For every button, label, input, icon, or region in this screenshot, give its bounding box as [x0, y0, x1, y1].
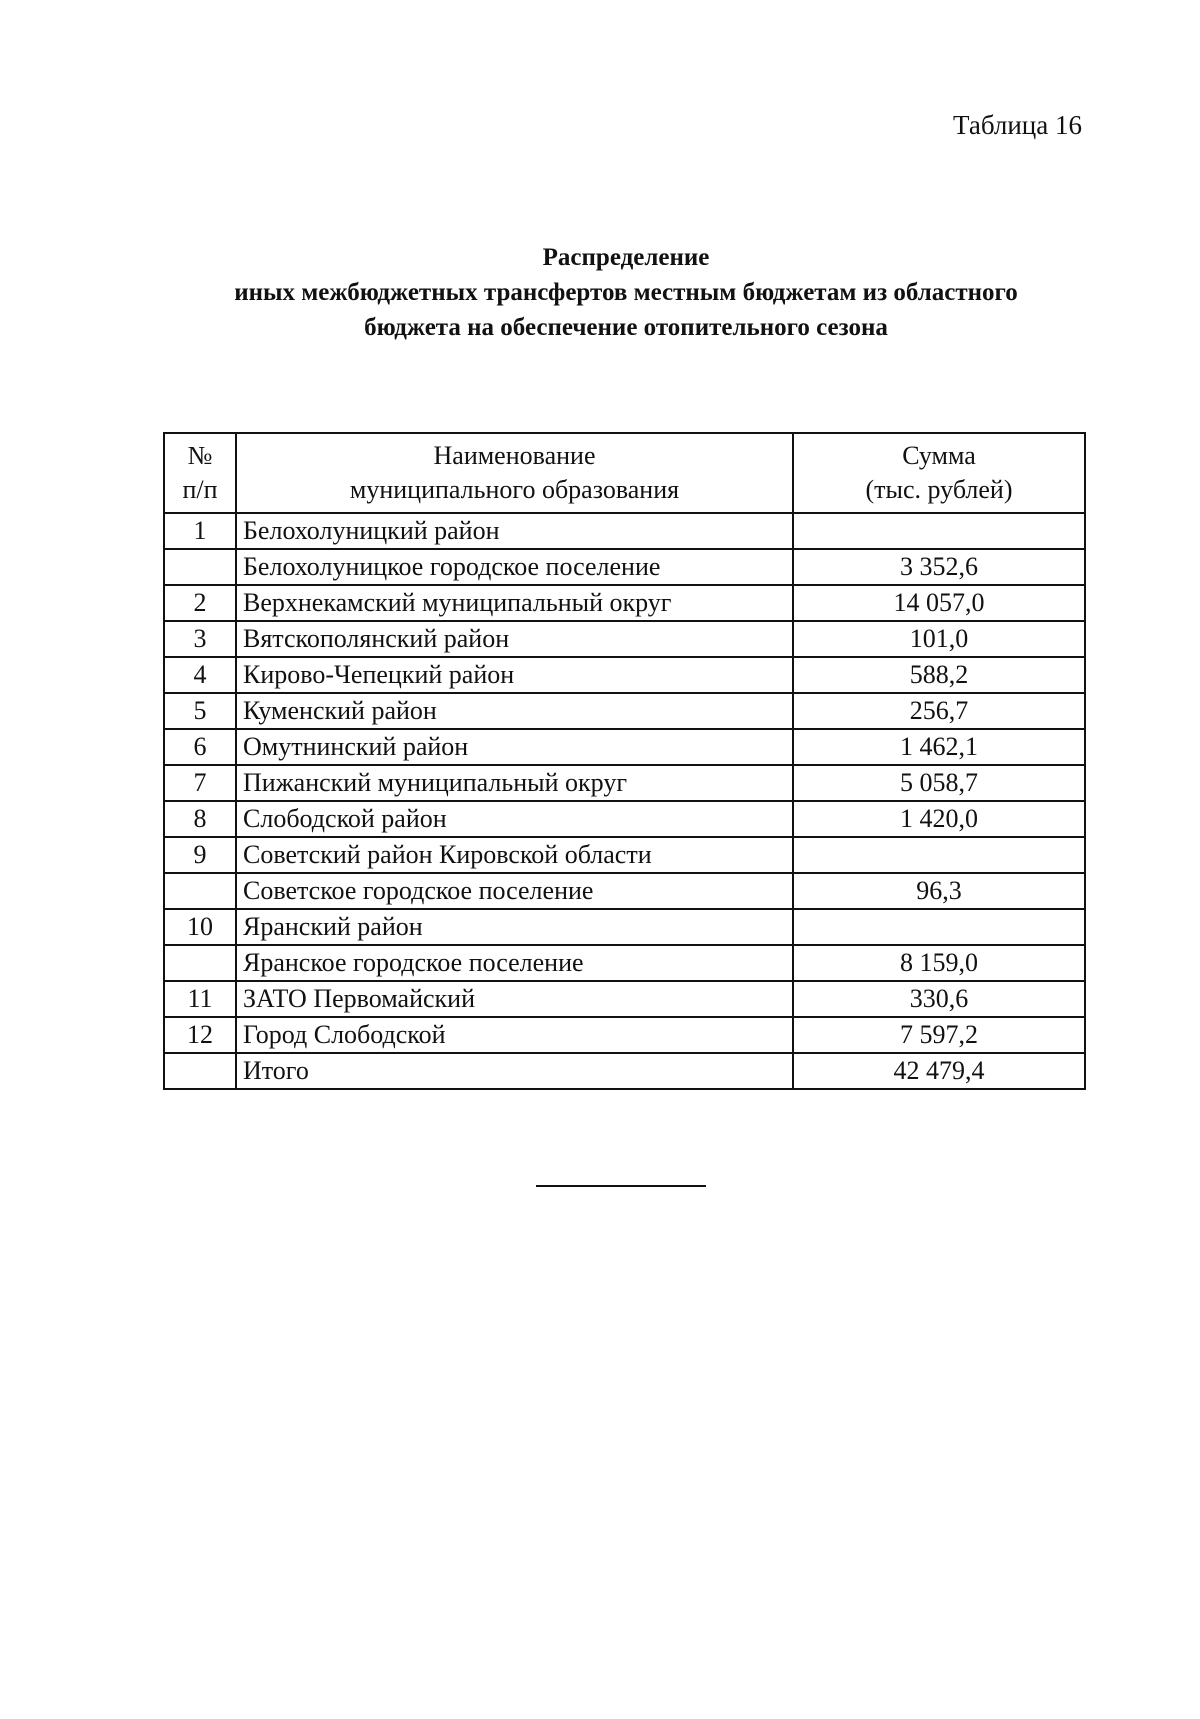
amount: 7 597,2 — [793, 1017, 1085, 1053]
row-number: 2 — [164, 585, 236, 621]
row-number — [164, 945, 236, 981]
amount: 1 462,1 — [793, 729, 1085, 765]
table-number-label: Таблица 16 — [953, 110, 1082, 140]
allocation-table — [163, 432, 1086, 1090]
total-label: Итого — [236, 1053, 793, 1089]
amount: 256,7 — [793, 693, 1085, 729]
municipality-name: Куменский район — [236, 693, 793, 729]
amount: 5 058,7 — [793, 765, 1085, 801]
row-number: 10 — [164, 909, 236, 945]
table-row — [164, 657, 1085, 693]
table-row — [164, 837, 1085, 873]
municipality-name: Омутнинский район — [236, 729, 793, 765]
amount: 588,2 — [793, 657, 1085, 693]
municipality-name: Вятскополянский район — [236, 621, 793, 657]
row-number: 5 — [164, 693, 236, 729]
column-header-number-line2: п/п — [182, 475, 218, 504]
amount: 8 159,0 — [793, 945, 1085, 981]
amount — [793, 513, 1085, 549]
document-title — [150, 240, 1102, 345]
table-total-row — [164, 1053, 1085, 1089]
municipality-name: Яранское городское поселение — [236, 945, 793, 981]
table-row — [164, 945, 1085, 981]
municipality-name: Белохолуницкий район — [236, 513, 793, 549]
column-header-name-line1: Наименование — [433, 441, 596, 470]
table-row — [164, 873, 1085, 909]
title-line-2: иных межбюджетных трансфертов местным бюджетам из областного — [234, 279, 1018, 306]
row-number: 1 — [164, 513, 236, 549]
row-number: 9 — [164, 837, 236, 873]
municipality-name: Кирово-Чепецкий район — [236, 657, 793, 693]
table-row — [164, 1017, 1085, 1053]
row-number — [164, 1053, 236, 1089]
table-row — [164, 549, 1085, 585]
title-line-3: бюджета на обеспечение отопительного сезона — [364, 314, 888, 341]
municipality-name: Верхнекамский муниципальный округ — [236, 585, 793, 621]
municipality-name: ЗАТО Первомайский — [236, 981, 793, 1017]
table-row — [164, 693, 1085, 729]
amount: 3 352,6 — [793, 549, 1085, 585]
municipality-name: Белохолуницкое городское поселение — [236, 549, 793, 585]
amount: 101,0 — [793, 621, 1085, 657]
municipality-name: Яранский район — [236, 909, 793, 945]
table-row — [164, 585, 1085, 621]
column-header-sum — [793, 433, 1085, 513]
amount: 14 057,0 — [793, 585, 1085, 621]
table-row — [164, 801, 1085, 837]
amount: 96,3 — [793, 873, 1085, 909]
title-line-1: Распределение — [542, 244, 710, 271]
municipality-name: Слободской район — [236, 801, 793, 837]
column-header-name — [236, 433, 793, 513]
row-number — [164, 873, 236, 909]
table-row — [164, 729, 1085, 765]
column-header-sum-line2: (тыс. рублей) — [865, 475, 1013, 504]
column-header-number-line1: № — [187, 441, 213, 470]
closing-divider — [536, 1185, 706, 1187]
column-header-number — [164, 433, 236, 513]
amount — [793, 909, 1085, 945]
total-amount: 42 479,4 — [793, 1053, 1085, 1089]
row-number: 12 — [164, 1017, 236, 1053]
amount: 1 420,0 — [793, 801, 1085, 837]
amount: 330,6 — [793, 981, 1085, 1017]
row-number — [164, 549, 236, 585]
amount — [793, 837, 1085, 873]
row-number: 4 — [164, 657, 236, 693]
column-header-name-line2: муниципального образования — [349, 475, 680, 504]
row-number: 8 — [164, 801, 236, 837]
column-header-sum-line1: Сумма — [902, 441, 976, 470]
row-number: 3 — [164, 621, 236, 657]
row-number: 6 — [164, 729, 236, 765]
table-row — [164, 981, 1085, 1017]
municipality-name: Советское городское поселение — [236, 873, 793, 909]
row-number: 11 — [164, 981, 236, 1017]
table-row — [164, 621, 1085, 657]
table-header-row — [164, 433, 1085, 513]
row-number: 7 — [164, 765, 236, 801]
table-row — [164, 513, 1085, 549]
municipality-name: Город Слободской — [236, 1017, 793, 1053]
table-row — [164, 909, 1085, 945]
municipality-name: Пижанский муниципальный округ — [236, 765, 793, 801]
municipality-name: Советский район Кировской области — [236, 837, 793, 873]
table-row — [164, 765, 1085, 801]
